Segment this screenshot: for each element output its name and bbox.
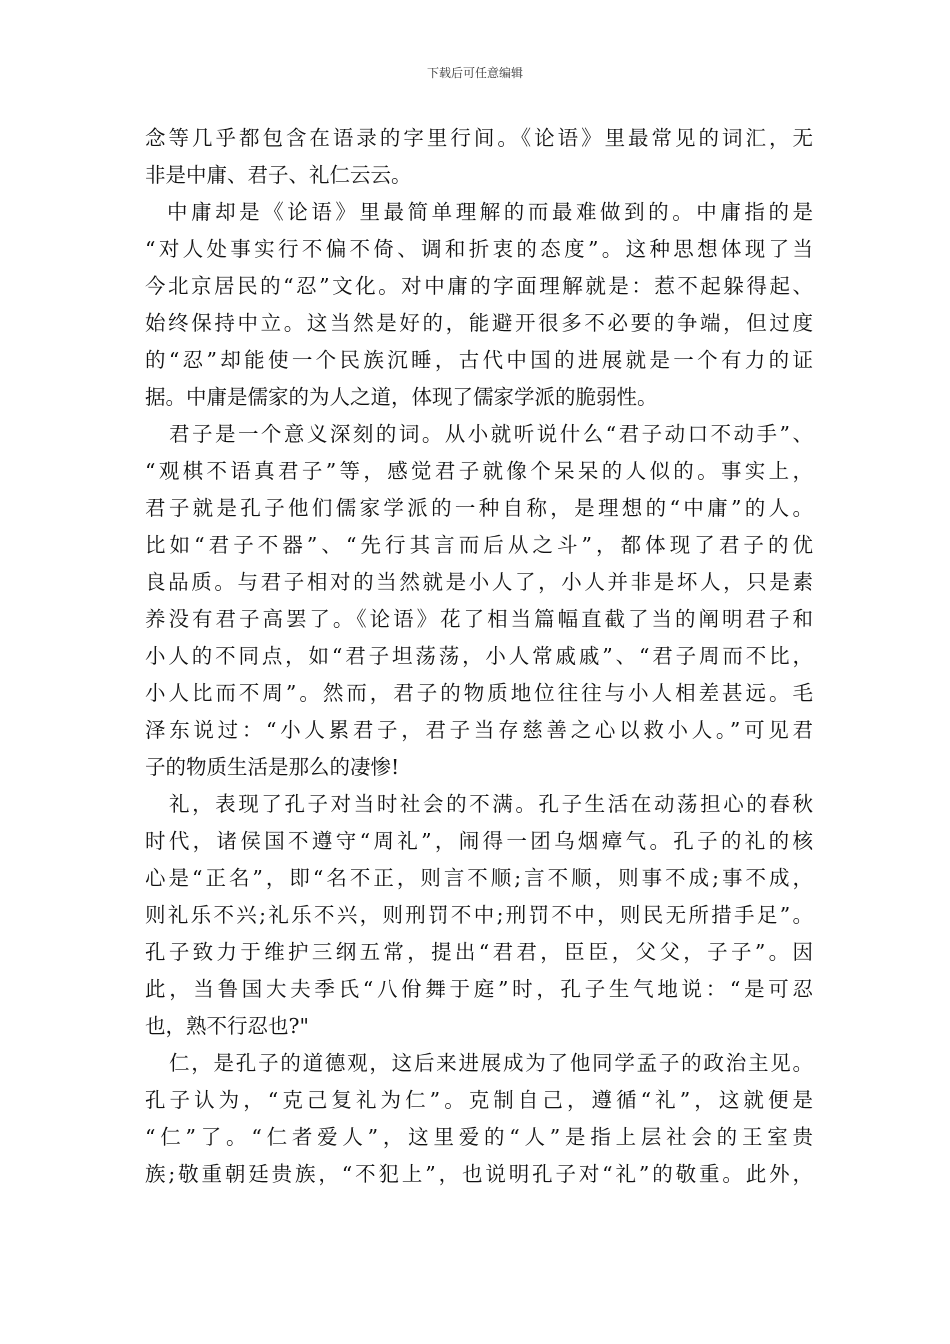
text-line: 礼，表现了孔子对当时社会的不满。孔子生活在动荡担心的春秋 — [169, 792, 813, 816]
text-line: 养没有君子高罢了。《论语》花了相当篇幅直截了当的阐明君子和 — [145, 607, 813, 631]
text-line: 泽东说过：“小人累君子，君子当存慈善之心以救小人。”可见君 — [145, 718, 813, 742]
text-line: 心是“正名”，即“名不正，则言不顺;言不顺，则事不成;事不成， — [145, 866, 813, 890]
text-line: 族;敬重朝廷贵族，“不犯上”，也说明孔子对“礼”的敬重。此外， — [145, 1162, 813, 1186]
text-line: 孔子认为，“克己复礼为仁”。克制自己，遵循“礼”，这就便是 — [145, 1088, 813, 1112]
text-line: 仁，是孔子的道德观，这后来进展成为了他同学孟子的政治主见。 — [169, 1051, 813, 1075]
text-line: 今北京居民的“忍”文化。对中庸的字面理解就是：惹不起躲得起、 — [145, 274, 813, 298]
text-line: 时代，诸侯国不遵守“周礼”，闹得一团乌烟瘴气。孔子的礼的核 — [145, 829, 813, 853]
text-line: “对人处事实行不偏不倚、调和折衷的态度”。这种思想体现了当 — [145, 237, 813, 261]
text-line: 良品质。与君子相对的当然就是小人了，小人并非是坏人，只是素 — [145, 570, 813, 594]
text-line: 则礼乐不兴;礼乐不兴，则刑罚不中;刑罚不中，则民无所措手足”。 — [145, 903, 813, 927]
text-line: 非是中庸、君子、礼仁云云。 — [145, 163, 412, 187]
text-line: 中庸却是《论语》里最简单理解的而最难做到的。中庸指的是 — [167, 200, 813, 224]
text-line: 始终保持中立。这当然是好的，能避开很多不必要的争端，但过度 — [145, 311, 813, 335]
page-header — [0, 64, 950, 82]
text-line: 小人的不同点，如“君子坦荡荡，小人常戚戚”、“君子周而不比， — [145, 644, 813, 668]
text-line: 也，熟不行忍也?" — [145, 1014, 309, 1038]
text-line: 比如“君子不器”、“先行其言而后从之斗”，都体现了君子的优 — [145, 533, 813, 557]
text-line: 孔子致力于维护三纲五常，提出“君君，臣臣，父父，子子”。因 — [145, 940, 813, 964]
text-line: 此，当鲁国大夫季氏“八佾舞于庭”时，孔子生气地说：“是可忍 — [145, 977, 813, 1001]
text-line: “观棋不语真君子”等，感觉君子就像个呆呆的人似的。事实上， — [145, 459, 813, 483]
text-line: 君子是一个意义深刻的词。从小就听说什么“君子动口不动手”、 — [169, 422, 813, 446]
text-line: 念等几乎都包含在语录的字里行间。《论语》里最常见的词汇，无 — [145, 126, 813, 150]
text-line: 的“忍”却能使一个民族沉睡，古代中国的进展就是一个有力的证 — [145, 348, 813, 372]
text-line: “仁”了。“仁者爱人”，这里爱的“人”是指上层社会的王室贵 — [145, 1125, 813, 1149]
text-line: 小人比而不周”。然而，君子的物质地位往往与小人相差甚远。毛 — [145, 681, 813, 705]
text-line: 据。中庸是儒家的为人之道，体现了儒家学派的脆弱性。 — [145, 385, 658, 409]
text-line: 子的物质生活是那么的凄惨! — [145, 755, 400, 779]
document-body — [145, 120, 813, 1193]
header-note: 下载后可任意编辑 — [426, 66, 523, 80]
text-line: 君子就是孔子他们儒家学派的一种自称，是理想的“中庸”的人。 — [145, 496, 813, 520]
